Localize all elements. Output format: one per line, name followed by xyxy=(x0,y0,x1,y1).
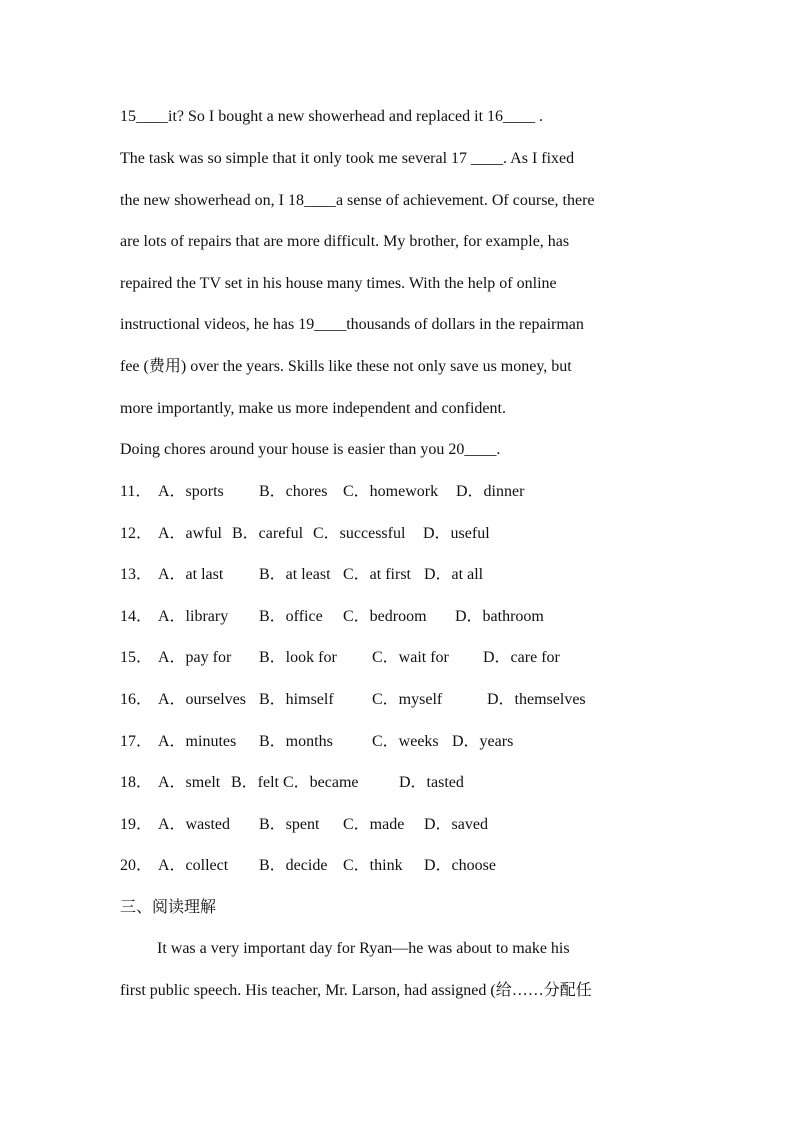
option-b: B．felt xyxy=(231,774,279,791)
question-number: 16． xyxy=(120,691,153,708)
option-a: A．smelt xyxy=(158,774,221,791)
option-c: C．bedroom xyxy=(343,608,427,625)
question-12 xyxy=(120,524,680,544)
question-13 xyxy=(120,565,680,585)
option-d: D．useful xyxy=(423,525,490,542)
question-number: 18． xyxy=(120,774,153,791)
question-number: 14． xyxy=(120,608,153,625)
reading-line: It was a very important day for Ryan—he was about to make his xyxy=(157,940,570,957)
passage-line: repaired the TV set in his house many times. With the help of online xyxy=(120,275,557,292)
question-19 xyxy=(120,815,680,835)
passage-line: 15____it? So I bought a new showerhead and replaced it 16____ . xyxy=(120,108,544,125)
option-a: A．collect xyxy=(158,857,229,874)
option-c: C．at first xyxy=(343,566,411,583)
option-d: D．choose xyxy=(424,857,496,874)
option-a: A．wasted xyxy=(158,816,230,833)
option-a: A．minutes xyxy=(158,733,237,750)
option-a: A．awful xyxy=(158,525,222,542)
question-14 xyxy=(120,607,680,627)
question-15 xyxy=(120,648,680,668)
option-a: A．at last xyxy=(158,566,224,583)
option-a: A．library xyxy=(158,608,229,625)
question-number: 15． xyxy=(120,649,153,666)
option-c: C．became xyxy=(283,774,359,791)
option-c: C．wait for xyxy=(372,649,449,666)
passage-line: are lots of repairs that are more difficult. My brother, for example, has xyxy=(120,233,570,250)
option-a: A．pay for xyxy=(158,649,232,666)
option-c: C．homework xyxy=(343,483,439,500)
option-d: D．at all xyxy=(424,566,484,583)
option-a: A．sports xyxy=(158,483,224,500)
option-c: C．successful xyxy=(313,525,406,542)
option-b: B．decide xyxy=(259,857,328,874)
option-b: B．at least xyxy=(259,566,331,583)
question-11 xyxy=(120,482,680,502)
passage-line: more importantly, make us more independent and confident. xyxy=(120,400,506,417)
option-b: B．himself xyxy=(259,691,334,708)
passage-line: The task was so simple that it only took me several 17 ____. As I fixed xyxy=(120,150,575,167)
question-17 xyxy=(120,732,680,752)
option-a: A．ourselves xyxy=(158,691,246,708)
option-d: D．years xyxy=(452,733,514,750)
question-18 xyxy=(120,773,680,793)
option-d: D．bathroom xyxy=(455,608,544,625)
section-heading: 三、阅读理解 xyxy=(120,899,217,916)
question-20 xyxy=(120,856,680,876)
question-number: 20． xyxy=(120,857,153,874)
question-16 xyxy=(120,690,680,710)
question-number: 11． xyxy=(120,483,152,500)
question-number: 13． xyxy=(120,566,153,583)
passage-line: Doing chores around your house is easier than you 20____. xyxy=(120,441,501,458)
question-number: 19． xyxy=(120,816,153,833)
reading-line: first public speech. His teacher, Mr. Larson, had assigned (给……分配任 xyxy=(120,982,592,999)
option-d: D．dinner xyxy=(456,483,525,500)
question-number: 12． xyxy=(120,525,153,542)
passage-line: the new showerhead on, I 18____a sense of achievement. Of course, there xyxy=(120,192,595,209)
option-b: B．careful xyxy=(232,525,304,542)
option-d: D．care for xyxy=(483,649,560,666)
option-b: B．months xyxy=(259,733,333,750)
question-number: 17． xyxy=(120,733,153,750)
passage-line: fee (费用) over the years. Skills like these not only save us money, but xyxy=(120,358,572,375)
option-c: C．made xyxy=(343,816,405,833)
option-d: D．themselves xyxy=(487,691,586,708)
option-b: B．office xyxy=(259,608,323,625)
option-b: B．chores xyxy=(259,483,328,500)
option-b: B．spent xyxy=(259,816,320,833)
option-d: D．saved xyxy=(424,816,488,833)
passage-line: instructional videos, he has 19____thousands of dollars in the repairman xyxy=(120,316,584,333)
option-c: C．think xyxy=(343,857,403,874)
option-d: D．tasted xyxy=(399,774,464,791)
option-b: B．look for xyxy=(259,649,337,666)
option-c: C．weeks xyxy=(372,733,439,750)
option-c: C．myself xyxy=(372,691,443,708)
